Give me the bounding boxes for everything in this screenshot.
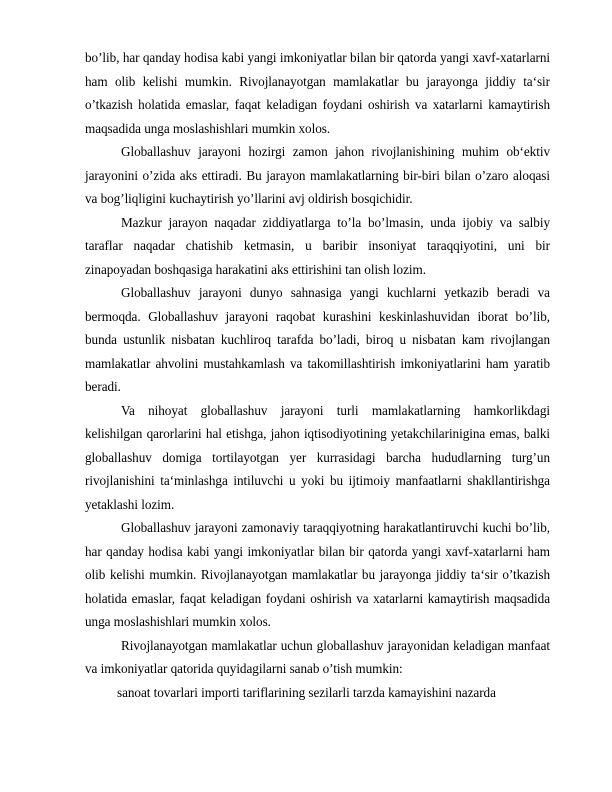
paragraph-2: Globallashuv jarayoni hozirgi zamon jahon rivojlanishining muhim ob‘ektiv jarayonini o’zida aks ettiradi. Bu jarayon mamlakatlarning bir-biri bilan o’zaro aloqasi va bog’liqligini kuchaytirish yo’llarini avj oldirish bosqichidir. (85, 144, 550, 206)
document-page (85, 46, 550, 704)
paragraph-7: Rivojlanayotgan mamlakatlar uchun globallashuv jarayonidan keladigan manfaat va imkoniyatlar qatorida quyidagilarni sanab o’tish mumkin: (85, 637, 550, 676)
paragraph-1: bo’lib, har qanday hodisa kabi yangi imkoniyatlar bilan bir qatorda yangi xavf-xatarlarni ham olib kelishi mumkin. Rivojlanayotgan mamlakatlar bu jarayonga jiddiy ta‘sir o’tkazish holatida emaslar, faqat keladigan foydani oshirish va xatarlarni kamaytirish maqsadida unga moslashishlari mumkin xolos. (85, 50, 550, 136)
paragraph-6: Globallashuv jarayoni zamonaviy taraqqiyotning harakatlantiruvchi kuchi bo’lib, har qanday hodisa kabi yangi imkoniyatlar bilan bir qatorda yangi xavf-xatarlarni ham olib kelishi mumkin. Rivojlanayotgan mamlakatlar bu jarayonga jiddiy ta‘sir o’tkazish holatida emaslar, faqat keladigan foydani oshirish va xatarlarni kamaytirish maqsadida unga moslashishlari mumkin xolos. (85, 520, 550, 629)
paragraph-3: Mazkur jarayon naqadar ziddiyatlarga to’la bo’lmasin, unda ijobiy va salbiy taraflar naqadar chatishib ketmasin, u baribir insoniyat taraqqiyotini, uni bir zinapoyadan boshqasiga harakatini aks ettirishini tan olish lozim. (85, 214, 550, 277)
paragraph-8: sanoat tovarlari importi tariflarining sezilarli tarzda kamayishini nazarda (117, 684, 496, 700)
paragraph-4: Globallashuv jarayoni dunyo sahnasiga yangi kuchlarni yetkazib beradi va bermoqda. Globallashuv jarayoni raqobat kurashini keskinlashuvidan iborat bo’lib, bunda ustunlik nisbatan kuchliroq tarafda bo’ladi, biroq u nisbatan kam rivojlangan mamlakatlar ahvolini mustahkamlash va takomillashtirish imkoniyatlarini ham yaratib beradi. (85, 285, 550, 394)
paragraph-5: Va nihoyat globallashuv jarayoni turli mamlakatlarning hamkorlikdagi kelishilgan qarorlarini hal etishga, jahon iqtisodiyotining yetakchilarinigina emas, balki globallashuv domiga tortilayotgan yer kurrasidagi barcha hududlarning turg’un rivojlanishini ta‘minlashga intiluvchi u yoki bu ijtimoiy manfaatlarni shakllantirishga yetaklashi lozim. (85, 402, 550, 512)
